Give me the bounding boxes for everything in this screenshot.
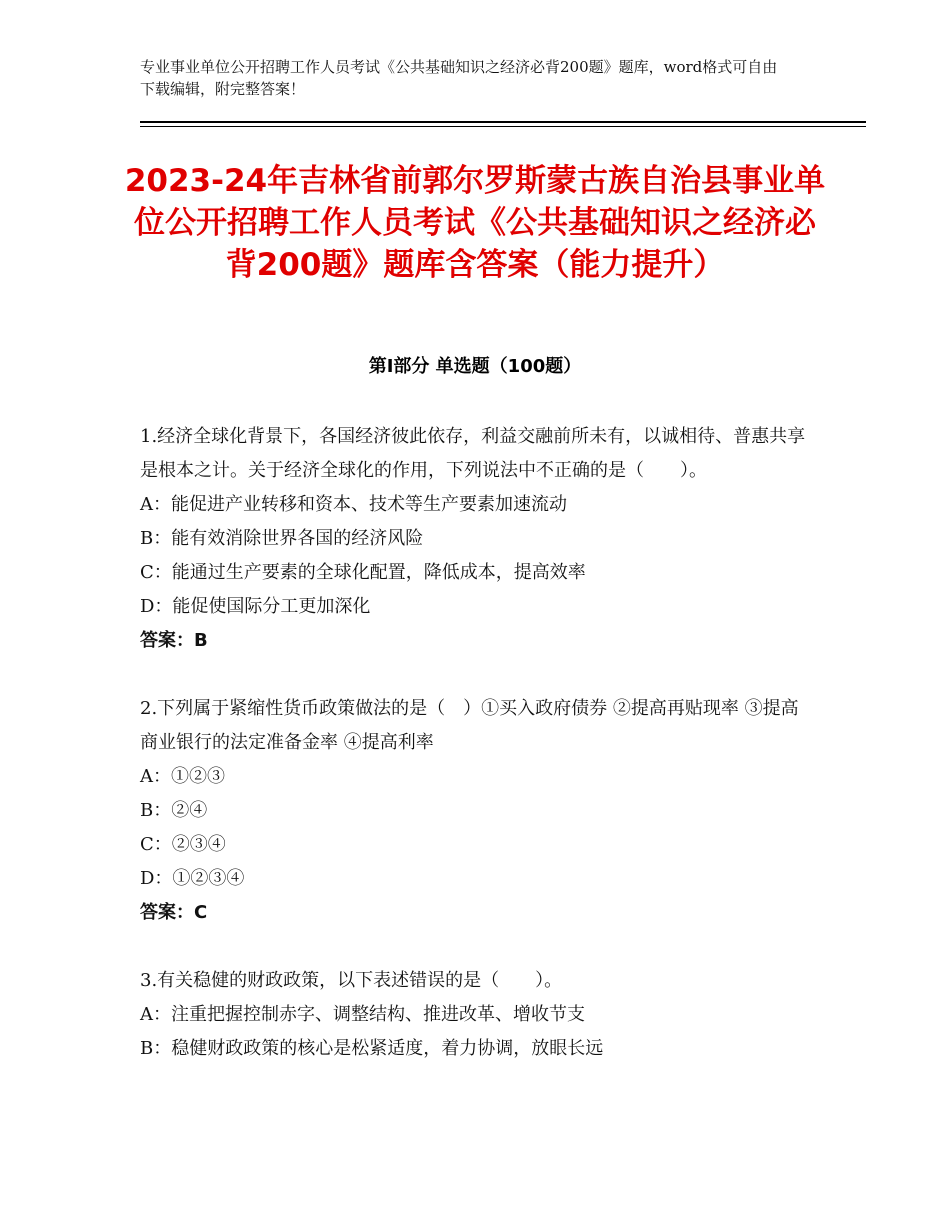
- answer-line: 答案：B: [140, 630, 208, 651]
- option-c: C：能通过生产要素的全球化配置，降低成本，提高效率: [140, 562, 586, 583]
- question-stem: 2.下列属于紧缩性货币政策做法的是（ ）①买入政府债券 ②提高再贴现率 ③提高商业银行的法定准备金率 ④提高利率: [140, 698, 799, 753]
- option-d: D：能促使国际分工更加深化: [140, 596, 371, 617]
- header-rule-thick: [140, 121, 866, 123]
- option-a: A：注重把握控制赤字、调整结构、推进改革、增收节支: [140, 1004, 585, 1025]
- question-stem: 1.经济全球化背景下，各国经济彼此依存，利益交融前所未有，以诚相待、普惠共享是根本之计。关于经济全球化的作用，下列说法中不正确的是（ ）。: [140, 426, 806, 481]
- section-heading: 第Ⅰ部分 单选题（100题）: [368, 356, 582, 377]
- option-b: B：能有效消除世界各国的经济风险: [140, 528, 424, 549]
- option-a: A：①②③: [140, 766, 225, 787]
- question-2: [140, 692, 810, 930]
- header-rule-thin: [140, 126, 866, 127]
- header-note: 专业事业单位公开招聘工作人员考试《公共基础知识之经济必背200题》题库，word格式可自由下载编辑，附完整答案！: [140, 58, 778, 98]
- option-b: B：②④: [140, 800, 208, 821]
- option-c: C：②③④: [140, 834, 226, 855]
- answer-line: 答案：C: [140, 902, 208, 923]
- question-3: [140, 964, 810, 1066]
- document-title: 2023-24年吉林省前郭尔罗斯蒙古族自治县事业单位公开招聘工作人员考试《公共基础知识之经济必背200题》题库含答案（能力提升）: [124, 163, 826, 283]
- question-list: [140, 420, 810, 1100]
- option-a: A：能促进产业转移和资本、技术等生产要素加速流动: [140, 494, 567, 515]
- option-d: D：①②③④: [140, 868, 245, 889]
- question-1: [140, 420, 810, 658]
- question-stem: 3.有关稳健的财政政策，以下表述错误的是（ ）。: [140, 970, 563, 991]
- option-b: B：稳健财政政策的核心是松紧适度，着力协调，放眼长远: [140, 1038, 604, 1059]
